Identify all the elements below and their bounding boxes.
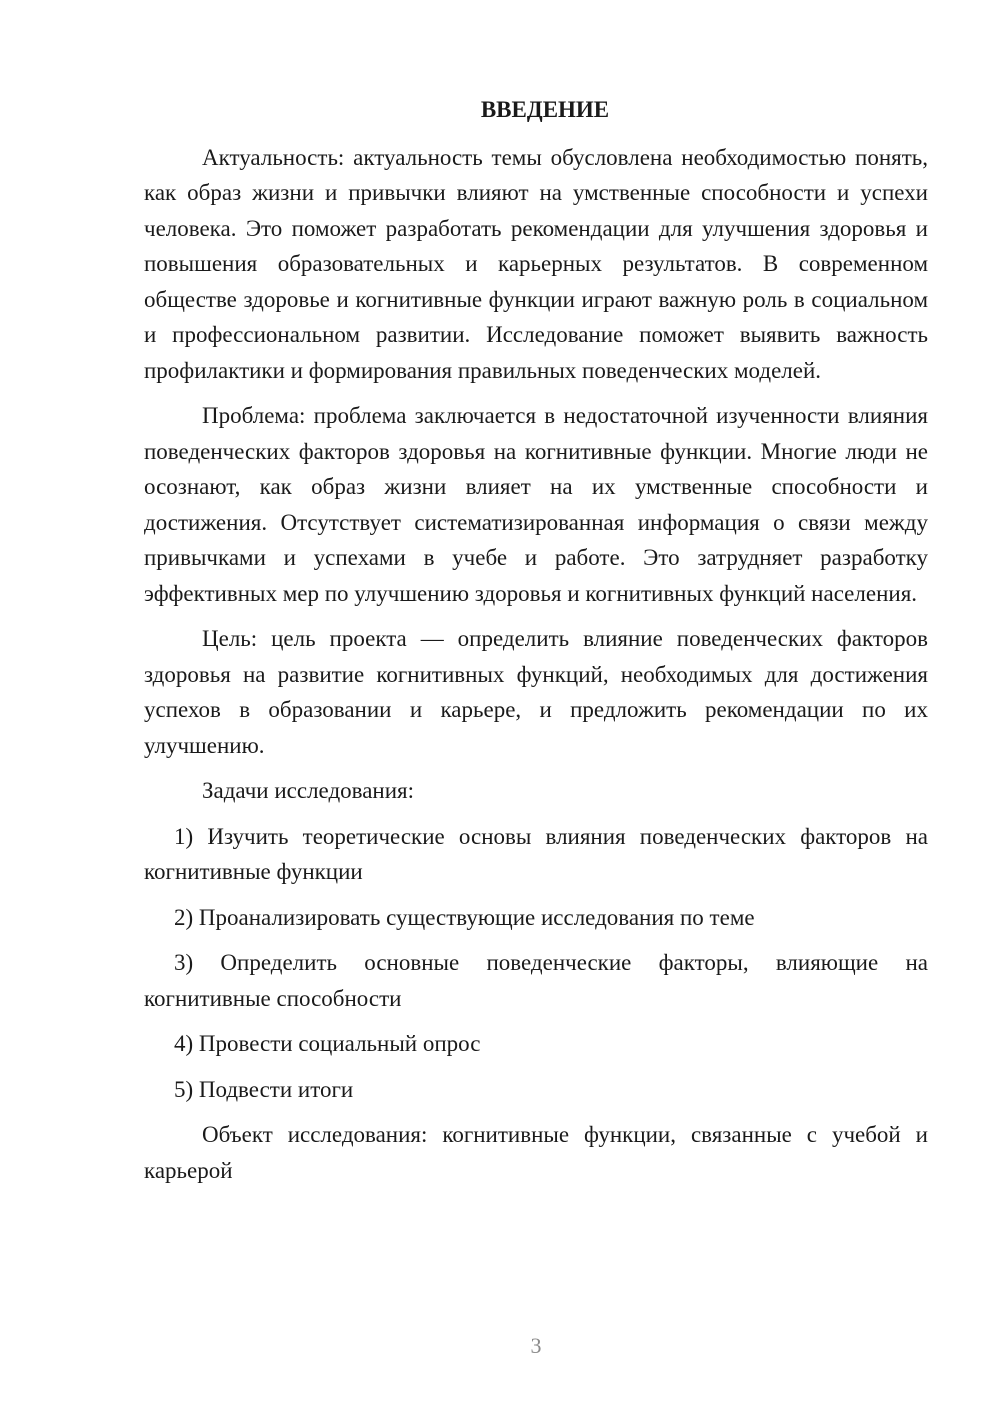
paragraph-object: Объект исследования: когнитивные функции, связанные с учебой и карьерой <box>144 1122 928 1183</box>
task-item-2: 2) Проанализировать существующие исследования по теме <box>174 904 755 930</box>
task-item-1: 1) Изучить теоретические основы влияния поведенческих факторов на когнитивные функции <box>144 823 928 884</box>
section-title: ВВЕДЕНИЕ <box>480 97 610 122</box>
page-number: 3 <box>530 1333 542 1358</box>
page-content <box>144 92 928 1198</box>
task-item-3: 3) Определить основные поведенческие факторы, влияющие на когнитивные способности <box>144 950 928 1011</box>
paragraph-problem: Проблема: проблема заключается в недостаточной изученности влияния поведенческих факторов здоровья на когнитивные функции. Многие люди не осознают, как образ жизни влияет на их умственные способности и достижения. Отсутствует систематизированная информация о связи между привычками и успехами в учебе и работе. Это затрудняет разработку эффективных мер по улучшению здоровья и когнитивных функций населения. <box>144 403 928 606</box>
paragraph-tasks-heading: Задачи исследования: <box>202 778 415 803</box>
paragraph-relevance: Актуальность: актуальность темы обусловлена необходимостью понять, как образ жизни и привычки влияют на умственные способности и успехи человека. Это поможет разработать рекомендации для улучшения здоровья и повышения образовательных и карьерных результатов. В современном обществе здоровье и когнитивные функции играют важную роль в социальном и профессиональном развитии. Исследование поможет выявить важность профилактики и формирования правильных поведенческих моделей. <box>144 144 928 383</box>
task-item-5: 5) Подвести итоги <box>174 1076 354 1102</box>
paragraph-goal: Цель: цель проекта — определить влияние поведенческих факторов здоровья на развитие когнитивных функций, необходимых для достижения успехов в образовании и карьере, и предложить рекомендации по их улучшению. <box>144 626 928 758</box>
task-item-4: 4) Провести социальный опрос <box>174 1031 481 1056</box>
